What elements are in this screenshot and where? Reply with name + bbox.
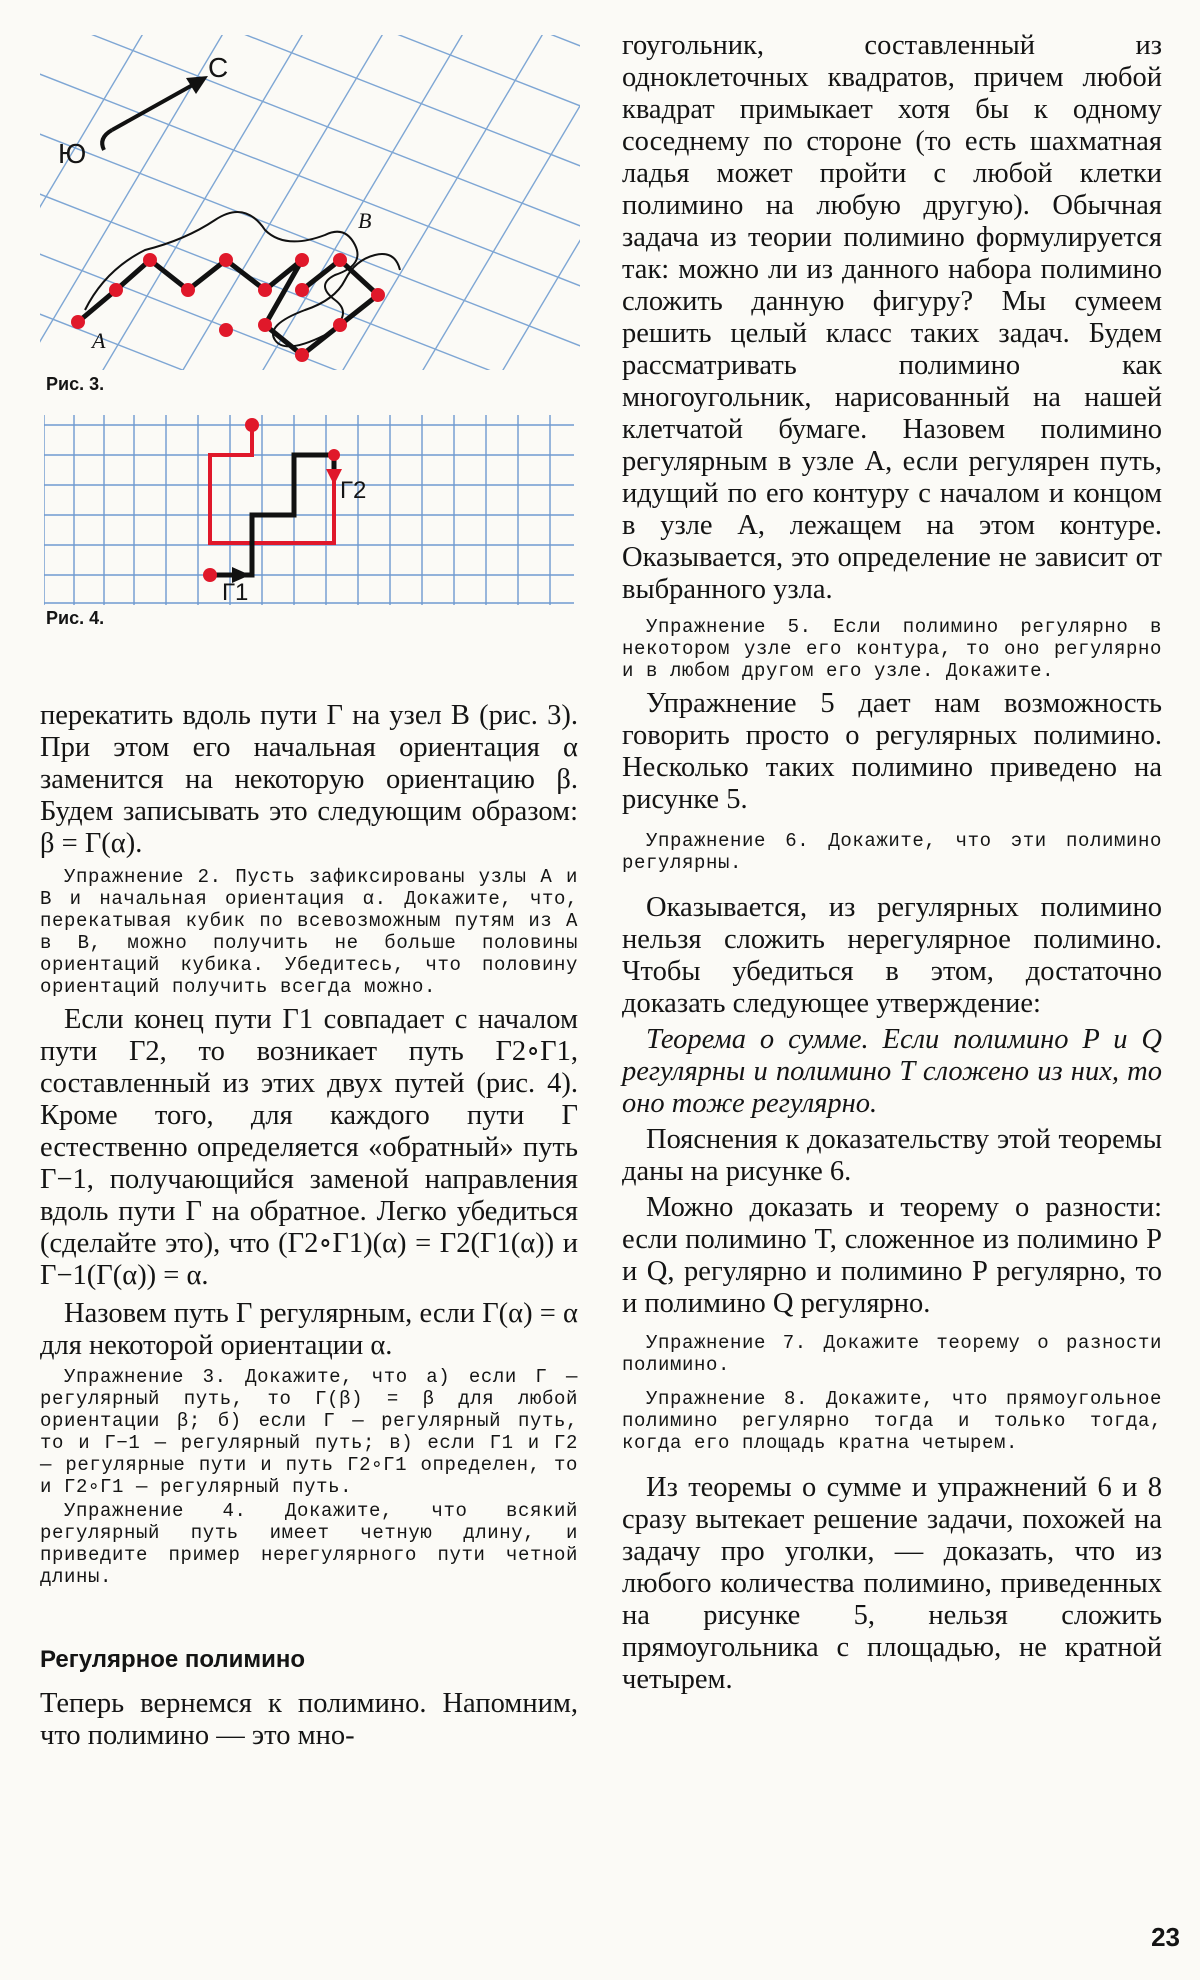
exercise-2: Упражнение 2. Пусть зафиксированы узлы A и B и начальная ориентация α. Докажите, что, перекатывая кубик по всевозможным путям из A в B, можно получить не больше половины ориентаций кубика. Убедитесь, что половину ориентаций получить всегда можно. xyxy=(40,866,578,998)
direction-arrow xyxy=(112,82,198,130)
exercise-8: Упражнение 8. Докажите, что прямоугольное полимино регулярно тогда и только тогда, когда его площадь кратна четырем. xyxy=(622,1388,1162,1454)
node xyxy=(245,418,259,432)
figure-3-drawing xyxy=(40,20,580,370)
exercise-4: Упражнение 4. Докажите, что всякий регулярный путь имеет четную длину, и приведите пример нерегулярного пути четной длины. xyxy=(40,1500,578,1588)
right-paragraph-5: Можно доказать и теорему о разности: если полимино T, сложенное из полимино P и Q, регулярно и полимино P регулярно, то и полимино Q регулярно. xyxy=(622,1192,1162,1319)
section-heading: Регулярное полимино xyxy=(40,1646,306,1673)
theorem-sum: Теорема о сумме. Если полимино P и Q регулярны и полимино T сложено из них, то оно тоже регулярно. xyxy=(622,1024,1162,1119)
node xyxy=(371,288,385,302)
right-paragraph-1: гоугольник, составленный из одноклеточных квадратов, причем любой квадрат примыкает хотя бы к одному соседнему по стороне (то есть шахматная ладья может пройти с любой клетки полимино на любую другую). Обычная задача из теории полимино формулируется так: можно ли из данного набора полимино сложить данную фигуру? Мы сумеем решить целый класс таких задач. Будем рассматривать полимино как многоугольник, нарисованный на нашей клетчатой бумаге. Назовем полимино регулярным в узле A, если регулярен путь, идущий по его контуру с началом и концом в узле A, лежащем на этом контуре. Оказывается, это определение не зависит от выбранного узла. xyxy=(622,30,1162,605)
right-paragraph-6: Из теоремы о сумме и упражнений 6 и 8 сразу вытекает решение задачи, похожей на задачу про уголки, — доказать, что из любого количества полимино, приведенных на рисунке 5, нельзя сложить прямоугольника с площадью, не кратной четырем. xyxy=(622,1472,1162,1695)
node xyxy=(333,318,347,332)
figure-4-grid xyxy=(44,415,574,605)
label-north: С xyxy=(208,52,229,83)
path-thick-line xyxy=(78,260,378,355)
figure-3 xyxy=(40,20,580,370)
left-paragraph-1: перекатить вдоль пути Г на узел B (рис. 3). При этом его начальная ориентация α заменится на некоторую ориентацию β. Будем записывать это следующим образом: β = Г(α). xyxy=(40,700,578,859)
figure-4-caption: Рис. 4. xyxy=(46,608,105,628)
page-number: 23 xyxy=(1151,1922,1180,1952)
right-column xyxy=(622,30,1162,1696)
right-paragraph-4: Пояснения к доказательству этой теоремы даны на рисунке 6. xyxy=(622,1124,1162,1187)
figure-3-caption: Рис. 3. xyxy=(46,374,105,394)
left-paragraph-3: Назовем путь Г регулярным, если Г(α) = α для некоторой ориентации α. xyxy=(40,1298,578,1361)
node xyxy=(143,253,157,267)
node xyxy=(109,283,123,297)
label-gamma-1: Г1 xyxy=(222,579,249,606)
right-paragraph-2: Упражнение 5 дает нам возможность говорить просто о регулярных полимино. Несколько таких полимино приведено на рисунке 5. xyxy=(622,688,1162,815)
label-node-a: A xyxy=(92,328,106,353)
node xyxy=(181,283,195,297)
node xyxy=(219,253,233,267)
figure-4-drawing xyxy=(44,415,574,605)
exercise-5: Упражнение 5. Если полимино регулярно в некотором узле его контура, то оно регулярно и в любом другом его узле. Докажите. xyxy=(622,616,1162,682)
left-paragraph-4: Теперь вернемся к полимино. Напомним, что полимино — это мно- xyxy=(40,1688,578,1751)
node xyxy=(333,253,347,267)
label-node-b: B xyxy=(358,208,372,233)
node xyxy=(295,283,309,297)
rotation-hook xyxy=(102,130,112,150)
label-gamma-2: Г2 xyxy=(340,477,367,504)
exercise-6: Упражнение 6. Докажите, что эти полимино регулярны. xyxy=(622,830,1162,874)
exercise-7: Упражнение 7. Докажите теорему о разности полимино. xyxy=(622,1332,1162,1376)
node xyxy=(258,283,272,297)
node xyxy=(295,253,309,267)
node xyxy=(328,449,340,461)
node xyxy=(219,323,233,337)
label-south: Ю xyxy=(58,138,87,169)
figure-3-grid xyxy=(40,20,580,370)
node xyxy=(203,568,217,582)
left-column xyxy=(40,700,578,1752)
right-paragraph-3: Оказывается, из регулярных полимино нельзя сложить нерегулярное полимино. Чтобы убедиться в этом, достаточно доказать следующее утверждение: xyxy=(622,892,1162,1019)
path-g2-red xyxy=(210,425,334,543)
node xyxy=(71,315,85,329)
figure-4 xyxy=(44,415,574,610)
exercise-3: Упражнение 3. Докажите, что а) если Г — регулярный путь, то Г(β) = β для любой ориентации β; б) если Г — регулярный путь, то и Г−1 — регулярный путь; в) если Г1 и Г2 — регулярные пути и путь Г2∘Г1 определен, то и Г2∘Г1 — регулярный путь. xyxy=(40,1366,578,1498)
left-paragraph-2: Если конец пути Г1 совпадает с началом пути Г2, то возникает путь Г2∘Г1, составленный из этих двух путей (рис. 4). Кроме того, для каждого пути Г естественно определяется «обратный» путь Г−1, получающийся заменой направления вдоль пути Г на обратное. Легко убедиться (сделайте это), что (Г2∘Г1)(α) = Г2(Г1(α)) и Г−1(Г(α)) = α. xyxy=(40,1004,578,1291)
node xyxy=(258,318,272,332)
node xyxy=(295,348,309,362)
path-thin-line xyxy=(85,212,400,346)
